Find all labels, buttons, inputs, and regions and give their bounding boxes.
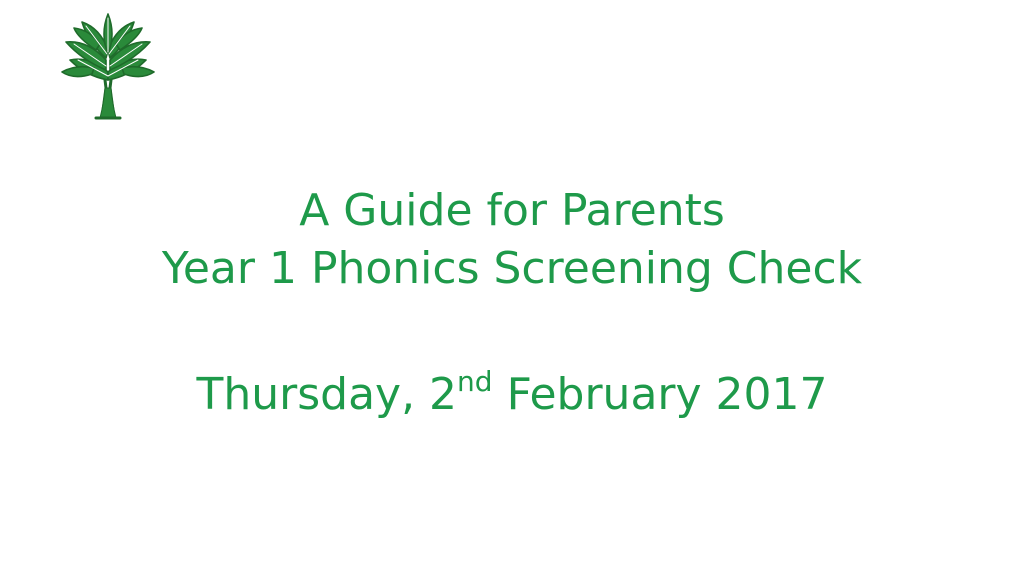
tree-logo: [56, 10, 160, 120]
date-prefix: Thursday, 2: [196, 369, 458, 420]
title-block: [0, 182, 1024, 298]
date-ordinal: nd: [457, 365, 493, 398]
title-line-1: A Guide for Parents: [299, 185, 725, 236]
title-line-2: Year 1 Phonics Screening Check: [161, 243, 863, 294]
tree-icon: [56, 10, 160, 120]
date-suffix: February 2017: [492, 369, 828, 420]
date-line: [0, 366, 1024, 429]
